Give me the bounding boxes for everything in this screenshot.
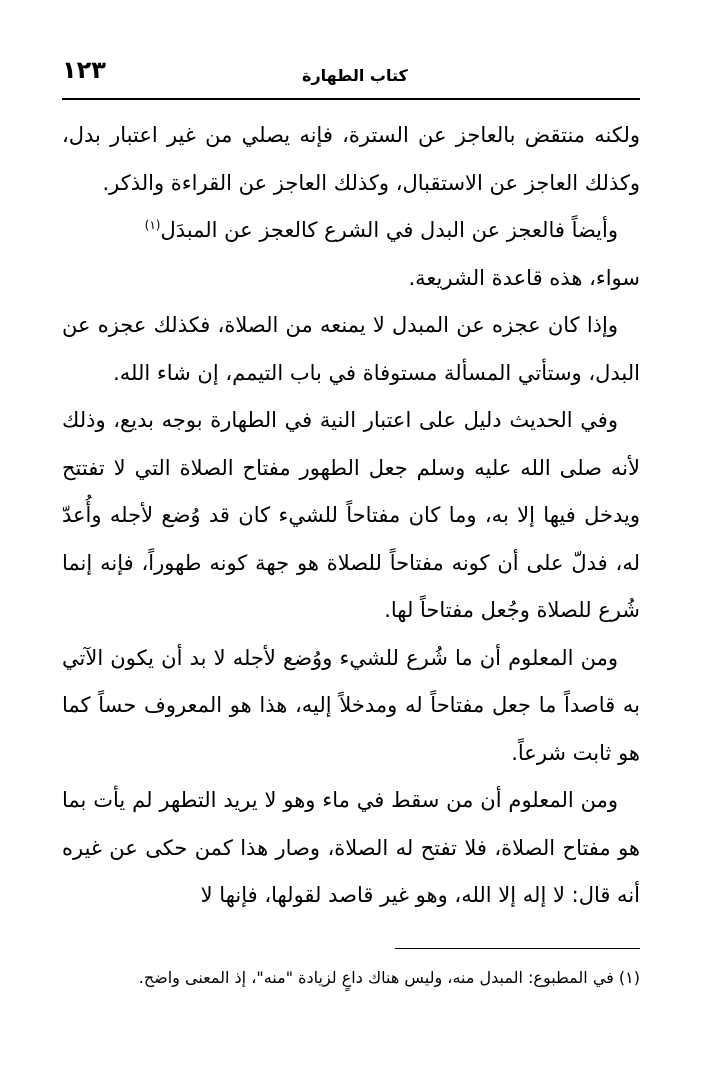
- header-divider: [62, 98, 640, 100]
- paragraph: ومن المعلوم أن ما شُرع للشيء ووُضع لأجله لا بد أن يكون الآتي به قاصداً ما جعل مفتاحاً له ومدخلاً إليه، هذا هو المعروف حساً كما هو ثابت شرعاً.: [62, 645, 640, 765]
- paragraph: [62, 207, 640, 255]
- page-header: [62, 56, 640, 96]
- running-title: كتاب الطهارة: [302, 66, 408, 85]
- footnote: (١) في المطبوع: المبدل منه، وليس هناك داعٍ لزيادة "منه"، إذ المعنى واضح.: [138, 968, 640, 987]
- page-number: ١٢٣: [62, 56, 106, 84]
- paragraph-continuation: سواء، هذه قاعدة الشريعة.: [408, 265, 640, 290]
- paragraph: وإذا كان عجزه عن المبدل لا يمنعه من الصلاة، فكذلك عجزه عن البدل، وستأتي المسألة مستوفاة في باب التيمم، إن شاء الله.: [62, 313, 640, 385]
- main-text: [62, 112, 640, 920]
- footnote-divider: [395, 948, 640, 949]
- paragraph: وفي الحديث دليل على اعتبار النية في الطهارة بوجه بديع، وذلك لأنه صلى الله عليه وسلم جعل الطهور مفتاح الصلاة التي لا تفتتح ويدخل فيها إلا به، وما كان مفتاحاً للشيء كان قد وُضع لأجله وأُعدّ له، فدلّ على أن كونه مفتاحاً للصلاة هو جهة كونه طهوراً، فإنه إنما شُرع للصلاة وجُعل مفتاحاً لها.: [62, 408, 640, 622]
- footnote-reference: (١): [144, 218, 161, 232]
- paragraph: ومن المعلوم أن من سقط في ماء وهو لا يريد التطهر لم يأت بما هو مفتاح الصلاة، فلا تفتح له الصلاة، وصار هذا كمن حكى عن غيره أنه قال: لا إله إلا الله، وهو غير قاصد لقولها، فإنها لا: [62, 788, 640, 907]
- paragraph: ولكنه منتقض بالعاجز عن السترة، فإنه يصلي من غير اعتبار بدل، وكذلك العاجز عن الاستقبال، وكذلك العاجز عن القراءة والذكر.: [62, 123, 640, 195]
- paragraph-text: وأيضاً فالعجز عن البدل في الشرع كالعجز عن المبدَل: [160, 218, 618, 242]
